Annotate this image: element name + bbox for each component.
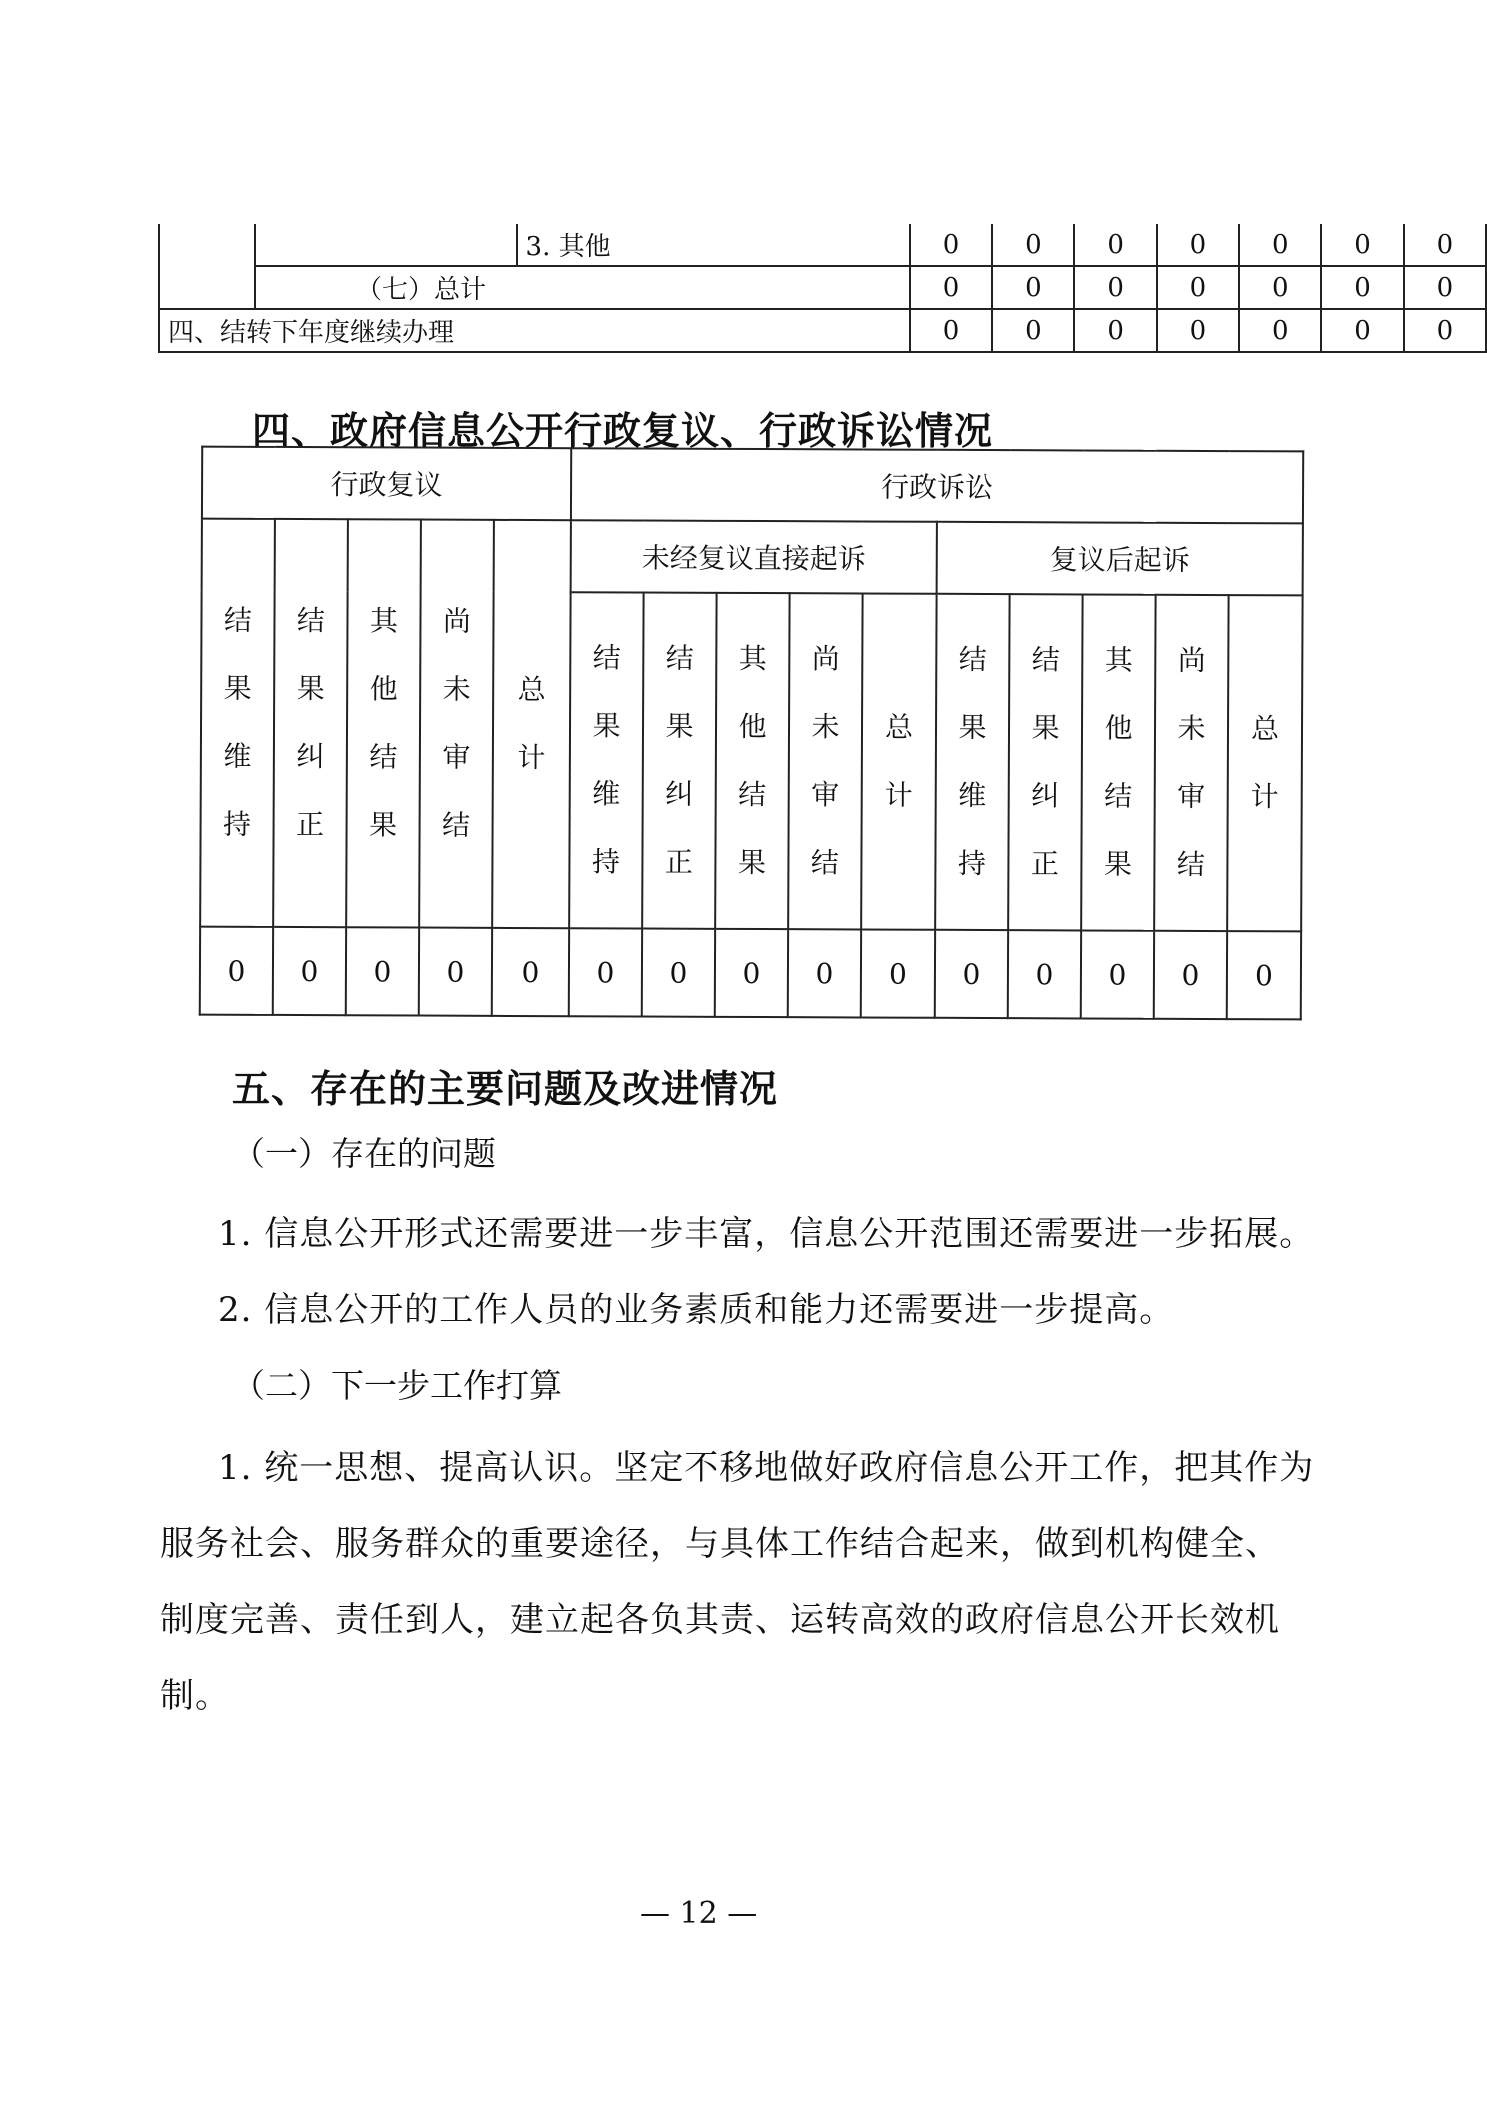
- col-header: 总 计: [861, 593, 936, 929]
- table-cell: 0: [1157, 224, 1239, 266]
- review-litigation-table: [199, 446, 1304, 1021]
- table-cell: 0: [715, 929, 788, 1017]
- col-header: 总 计: [492, 520, 571, 928]
- table-cell: 0: [910, 309, 992, 352]
- row-label: 3. 其他: [517, 224, 910, 266]
- table-cell: 0: [1074, 309, 1156, 352]
- table-cell: 0: [1404, 309, 1486, 352]
- table-cell: 0: [1321, 224, 1403, 266]
- page-number: — 12 —: [640, 1896, 758, 1931]
- table-cell: 0: [788, 929, 861, 1017]
- table-cell: 0: [1227, 931, 1301, 1019]
- col-header: 结 果 维 持: [569, 592, 643, 928]
- col-header: 其 他 结 果: [1081, 594, 1155, 930]
- col-header: 结 果 纠 正: [273, 519, 348, 927]
- paragraph-line: 服务社会、服务群众的重要途径，与具体工作结合起来，做到机构健全、: [160, 1524, 1280, 1564]
- table-cell: 0: [1321, 309, 1403, 352]
- table-cell: 0: [346, 927, 419, 1015]
- table-row: [159, 266, 1486, 309]
- table-cell: 0: [910, 266, 992, 309]
- direct-suit-header: 未经复议直接起诉: [571, 520, 937, 594]
- table-cell: 0: [1008, 930, 1081, 1018]
- col-header: 尚 未 审 结: [788, 593, 862, 929]
- table-cell: 0: [1081, 930, 1154, 1018]
- top-summary-table: [158, 224, 1487, 353]
- col-header: 尚 未 审 结: [419, 520, 494, 928]
- col-header: 结 果 纠 正: [642, 593, 716, 929]
- table-cell: 0: [935, 930, 1008, 1018]
- paragraph-line: 1. 统一思想、提高认识。坚定不移地做好政府信息公开工作，把其作为: [218, 1448, 1315, 1488]
- table-header-row: [202, 447, 1303, 524]
- table-cell: 0: [1404, 266, 1486, 309]
- table-cell: 0: [1074, 224, 1156, 266]
- section-5-heading: 五、存在的主要问题及改进情况: [232, 1067, 779, 1111]
- col-header: 结 果 纠 正: [1008, 594, 1082, 930]
- col-header: 总 计: [1227, 595, 1302, 931]
- table-row: [200, 927, 1301, 1020]
- paragraph: 2. 信息公开的工作人员的业务素质和能力还需要进一步提高。: [218, 1290, 1175, 1330]
- table-cell: 0: [492, 928, 569, 1016]
- paragraph: 1. 信息公开形式还需要进一步丰富，信息公开范围还需要进一步拓展。: [218, 1214, 1315, 1254]
- table-cell: 0: [992, 266, 1074, 309]
- table-cell: 0: [1074, 266, 1156, 309]
- table-cell: 0: [1239, 309, 1321, 352]
- table-row: [159, 224, 1486, 266]
- paragraph-line: 制度完善、责任到人，建立起各负其责、运转高效的政府信息公开长效机: [160, 1600, 1280, 1640]
- table-cell: 0: [1157, 309, 1239, 352]
- col-header: 结 果 维 持: [200, 519, 275, 927]
- table-cell: 0: [1321, 266, 1403, 309]
- table-cell: 0: [200, 927, 273, 1015]
- litigation-header: 行政诉讼: [571, 448, 1303, 523]
- table-cell: 0: [1239, 266, 1321, 309]
- col-header: 结 果 维 持: [935, 594, 1009, 930]
- section-4-heading: 四、政府信息公开行政复议、行政诉讼情况: [252, 409, 994, 453]
- table-cell: 0: [910, 224, 992, 266]
- row-label: 四、结转下年度继续办理: [159, 309, 910, 352]
- paragraph-line: 制。: [160, 1676, 230, 1716]
- table-cell: 0: [861, 929, 935, 1017]
- col-header: 其 他 结 果: [715, 593, 789, 929]
- table-cell: 0: [642, 929, 715, 1017]
- table-cell: 0: [1404, 224, 1486, 266]
- col-header: 尚 未 审 结: [1154, 595, 1228, 931]
- table-cell: 0: [992, 224, 1074, 266]
- subheading-plan: （二）下一步工作打算: [232, 1366, 562, 1405]
- after-review-header: 复议后起诉: [937, 522, 1303, 596]
- table-cell: 0: [1239, 224, 1321, 266]
- table-cell: 0: [273, 927, 346, 1015]
- table-header-row: [202, 519, 1303, 596]
- row-label: （七）总计: [255, 266, 910, 309]
- review-header: 行政复议: [202, 447, 571, 521]
- table-cell: 0: [1157, 266, 1239, 309]
- subheading-problems: （一）存在的问题: [232, 1134, 496, 1173]
- table-cell: 0: [569, 928, 642, 1016]
- table-cell: 0: [419, 928, 492, 1016]
- col-header: 其 他 结 果: [346, 519, 421, 927]
- table-cell: 0: [1154, 931, 1227, 1019]
- table-row: [159, 309, 1486, 352]
- table-cell: 0: [992, 309, 1074, 352]
